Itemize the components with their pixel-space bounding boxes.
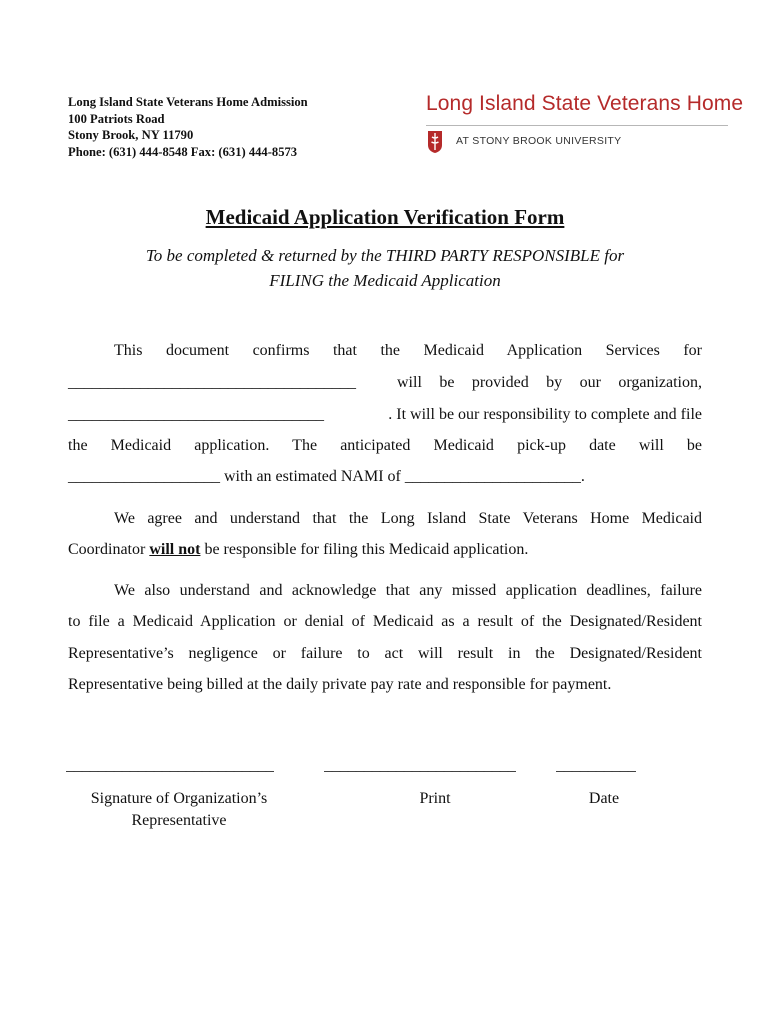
paragraph-2-line-1: We agree and understand that the Long Island State Veterans Home Medicaid (114, 510, 702, 527)
logo-title: Long Island State Veterans Home (426, 92, 744, 115)
client-name-blank[interactable]: ____________________________________ (68, 374, 356, 391)
paragraph-1-line-1: This document confirms that the Medicaid Application Services for (114, 342, 702, 359)
subtitle-line: To be completed & returned by the THIRD PARTY RESPONSIBLE for (145, 246, 625, 265)
paragraph-1-line-3 (68, 405, 702, 425)
paragraph-2-line-2 (68, 540, 702, 560)
paragraph-text: will be provided by our organization, (397, 374, 702, 391)
paragraph-text: be responsible for filing this Medicaid application. (200, 541, 529, 558)
will-not-emphasis: will not (149, 541, 201, 558)
logo-divider (426, 125, 728, 126)
address-line-org: Long Island State Veterans Home Admission (68, 95, 308, 109)
signature-label (66, 788, 292, 832)
signature-label-line: Representative (131, 812, 227, 829)
signature-label-line: Signature of Organization’s (90, 790, 268, 807)
nami-amount-blank[interactable]: ______________________ (404, 468, 581, 485)
address-line-street: 100 Patriots Road (68, 111, 165, 126)
paragraph-text: . (580, 468, 585, 485)
admission-address-block (68, 94, 308, 160)
print-name-line[interactable]: ________________________ (324, 760, 516, 772)
form-subtitle (0, 244, 770, 293)
paragraph-3-line-4: Representative being billed at the daily private pay rate and responsible for payment. (68, 676, 612, 693)
veterans-home-logo (422, 92, 744, 156)
signature-line[interactable]: __________________________ (66, 760, 274, 772)
paragraph-1-line-5 (68, 467, 702, 487)
date-label: Date (588, 790, 620, 807)
stony-brook-seal-icon (427, 130, 443, 154)
paragraph-3-line-1: We also understand and acknowledge that any missed application deadlines, failure (114, 582, 702, 599)
organization-name-blank[interactable]: ________________________________ (68, 406, 324, 423)
paragraph-3-line-2: to file a Medicaid Application or denial of Medicaid as a result of the Designated/Resident (68, 613, 702, 630)
paragraph-text: . It will be our responsibility to complete and file (388, 406, 702, 423)
subtitle-line: FILING the Medicaid Application (269, 270, 501, 290)
address-line-phone: Phone: (631) 444-8548 Fax: (631) 444-8573 (68, 144, 298, 159)
paragraph-1-line-4: the Medicaid application. The anticipated Medicaid pick-up date will be (68, 437, 702, 454)
paragraph-3-line-3: Representative’s negligence or failure to act will result in the Designated/Resident (68, 645, 702, 662)
paragraph-text: with an estimated NAMI of (220, 468, 405, 485)
form-title: Medicaid Application Verification Form (205, 205, 565, 229)
pickup-date-blank[interactable]: ___________________ (68, 468, 220, 485)
address-line-city: Stony Brook, NY 11790 (68, 128, 194, 142)
paragraph-1-line-2 (68, 373, 702, 393)
date-line[interactable]: __________ (556, 760, 636, 772)
paragraph-text: Coordinator (68, 541, 150, 558)
logo-subtitle: AT STONY BROOK UNIVERSITY (456, 135, 622, 147)
print-label: Print (419, 790, 451, 807)
